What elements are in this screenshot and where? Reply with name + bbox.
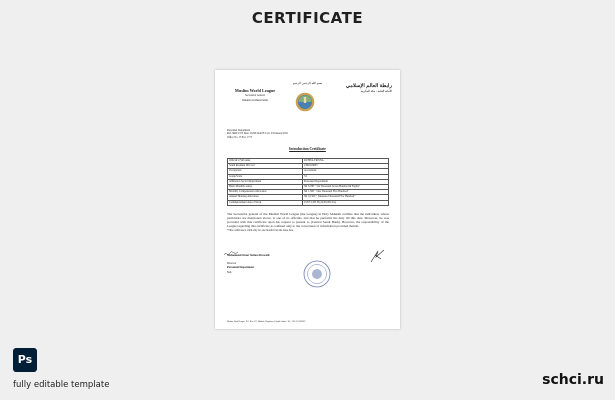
org-sub-arabic: الأمانة العامة - مكة المكرمة — [360, 90, 392, 93]
org-name: Muslim World League — [234, 88, 276, 93]
reference-line: Office No. 13 Ext. 1775 — [227, 135, 253, 139]
brand-watermark[interactable]: schci.ru — [542, 372, 604, 388]
stamp-icon — [303, 260, 331, 288]
bismillah-heading: بسم الله الرحمن الرحيم — [292, 81, 323, 85]
document-title: Introduction Certificate — [289, 147, 326, 151]
certificate-sheet — [215, 70, 400, 329]
reference-line: Ref: SRD/1373 Date: 20/08/1442 H Corr. 23/January/2021 — [227, 132, 289, 136]
info-value: 5/1 — [303, 174, 389, 179]
signatory-department: Personnel Department — [227, 265, 254, 269]
photoshop-icon: Ps — [13, 348, 37, 372]
page-title: CERTIFICATE — [251, 9, 364, 27]
info-label: Occupation — [228, 169, 303, 174]
info-label: Basic Monthly salary — [228, 184, 303, 189]
signatory-name: Mohammed Omar Sultan Alrowaili — [227, 254, 270, 257]
org-name-arabic: رابطة العالم الإسلامي — [345, 83, 392, 89]
info-value: RUHNA TRISNA — [303, 159, 389, 164]
footer-text: Muslim World League, P.O. Box 537, Makkah, Kingdom of Saudi Arabia - Tel: +966 12 5600919 — [227, 321, 306, 323]
letterhead-right — [340, 84, 392, 94]
info-value: Accountant — [303, 169, 389, 174]
info-label: Official's Full name — [228, 159, 303, 164]
info-label: Commencement date of Work — [228, 200, 303, 205]
info-label: Annual Housing Allowance — [228, 195, 303, 200]
info-value: SR 19,500 " Nineteen Thousand Five Hundred" — [303, 195, 389, 200]
info-table — [227, 158, 389, 206]
info-value: 2390419693 — [303, 164, 389, 169]
info-label: Affiliation Sector/Department — [228, 179, 303, 184]
info-row — [228, 200, 389, 205]
info-value: SR 1,500 " One Thousand Five Hundred" — [303, 190, 389, 195]
reference-block — [227, 129, 288, 139]
signatory-role: Director — [227, 262, 237, 265]
reference-line: Personnel Department — [227, 129, 251, 132]
validity-note: *This certificate is valid only for one month from the issue date. — [227, 228, 294, 232]
signatory-title — [227, 262, 254, 275]
info-label: Grade/Scale — [228, 174, 303, 179]
template-caption: fully editable template — [13, 380, 110, 390]
org-sub-line: Makkah Al-Mukarramah — [242, 99, 268, 102]
signatory-initials: MA — [227, 271, 232, 275]
letterhead-left — [225, 88, 285, 103]
info-value: Personnel Department — [303, 179, 389, 184]
body-paragraph: The Secretariat general of the Muslim World League (the League) in Holy Makkah certifies that the individual, whose particulars are mentioned above, is one of its officials, and that he performs his duty till this date. Moreover, he was provided with this certificate upon his request to present to (Central Saudi Bank). However, the responsibility of the League regarding this certificate is confined only to the correctness of information provided therein. — [227, 212, 389, 228]
info-label: Saudi Resident ID Card — [228, 164, 303, 169]
org-sub-line: Secretariat General — [245, 94, 265, 97]
info-value: 25/07/1435 H (24/05/2014 G) — [303, 200, 389, 205]
signature-icon — [369, 248, 387, 264]
body-text — [227, 213, 389, 233]
emblem-logo-icon — [295, 92, 315, 112]
info-value: SR 6,780 " Six Thousand Seven Hundred & Eighty" — [303, 184, 389, 189]
info-label: Monthly Compensation Allowance — [228, 190, 303, 195]
